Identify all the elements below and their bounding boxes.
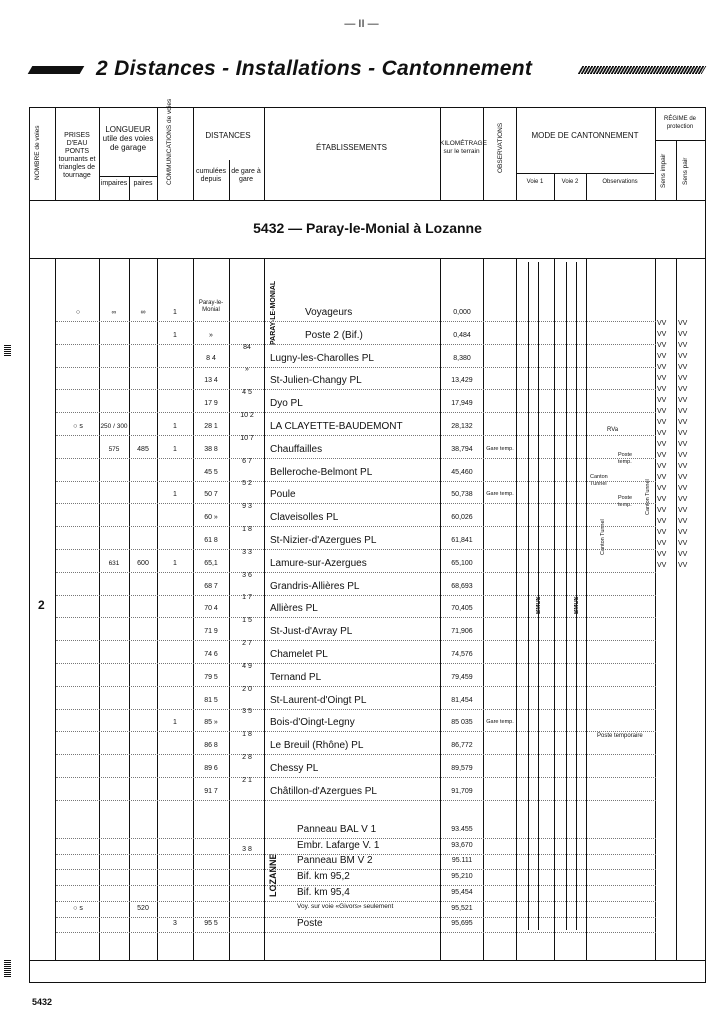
- header-paires: paires: [133, 180, 153, 187]
- regime-sens-pair-vv: VV: [678, 342, 688, 349]
- row-rule: [56, 800, 656, 801]
- table-row-etablissement: Ternand PL: [270, 671, 322, 683]
- table-row-distance-cumulee: 50 7: [204, 491, 218, 499]
- table-row-distance-gare: 5 2: [242, 480, 252, 488]
- regime-sens-pair-vv: VV: [678, 320, 688, 327]
- row-rule: [56, 412, 656, 413]
- table-row-distance-gare: 2 8: [242, 754, 252, 761]
- row-rule: [56, 885, 656, 886]
- table-row-distance-gare: 10 2: [240, 412, 254, 419]
- regime-sens-pair-vv: VV: [678, 364, 688, 371]
- table-row-longueur-impaire: 250 / 300: [100, 423, 128, 430]
- table-row-distance-gare: 1 7: [242, 594, 252, 602]
- regime-sens-impair-vv: VV: [657, 364, 667, 371]
- table-row-distance-gare: 3 8: [242, 846, 252, 854]
- column-divider-header: [676, 140, 677, 200]
- bmus-voie1: BMUS: [536, 596, 542, 614]
- table-row-distance-cumulee: 13 4: [204, 377, 218, 385]
- table-row-distance-gare: 84: [243, 343, 251, 351]
- mode-note-rva: RVa: [607, 427, 619, 433]
- regime-sens-impair-vv: VV: [657, 529, 667, 536]
- row-rule: [56, 458, 656, 459]
- mode-note-poste-temp-1: Poste temp.: [618, 452, 633, 465]
- row-rule: [56, 595, 656, 596]
- origin-label: Paray-le-Monial: [198, 300, 224, 313]
- table-row-etablissement: Lugny-les-Charolles PL: [270, 352, 374, 364]
- mode-note-poste-temporaire: Poste temporaire: [597, 733, 643, 739]
- table-row-kilometrage: 38,794: [451, 445, 473, 453]
- mode-note-canton-tunnel-1: Canton Tunnel: [590, 474, 608, 487]
- table-row-kilometrage: 70,405: [451, 605, 473, 613]
- row-rule: [56, 572, 656, 573]
- column-divider-header: [483, 107, 484, 200]
- table-row-etablissement: Panneau BAL V 1: [297, 824, 377, 835]
- lozanne-brace-label: LOZANNE: [268, 853, 278, 897]
- column-divider-body: [483, 258, 484, 960]
- table-row-prise-eau: ○ s: [73, 423, 83, 430]
- table-row-etablissement: Embr. Lafarge V. 1: [297, 839, 380, 851]
- table-row-communication: 1: [173, 445, 177, 453]
- regime-sens-pair-vv: VV: [678, 518, 688, 525]
- table-row-distance-cumulee: 61 8: [204, 537, 218, 544]
- header-voie2: Voie 2: [561, 179, 579, 185]
- header-bottom-line: [29, 200, 706, 201]
- table-row-kilometrage: 79,459: [451, 673, 473, 681]
- table-row-etablissement: Poste 2 (Bif.): [305, 329, 363, 341]
- regime-sens-impair-vv: VV: [657, 342, 667, 349]
- table-row-longueur-impaire: ∞: [111, 309, 117, 316]
- regime-sens-pair-vv: VV: [678, 551, 688, 558]
- table-row-distance-cumulee: 79 5: [204, 673, 218, 681]
- header-regime: RÉGIME de protection: [663, 116, 696, 130]
- table-row-etablissement: Chauffailles: [270, 443, 323, 455]
- header-nombre-voies: NOMBRE de voies: [34, 125, 41, 180]
- table-row-kilometrage: 74,576: [451, 651, 473, 658]
- table-row-etablissement: Belleroche-Belmont PL: [270, 466, 373, 478]
- table-row-distance-cumulee: 45 5: [204, 468, 218, 476]
- table-row-etablissement: St-Just-d'Avray PL: [270, 626, 353, 638]
- regime-sens-pair-vv: VV: [678, 397, 688, 404]
- row-rule: [56, 932, 656, 933]
- row-rule: [56, 663, 656, 664]
- table-row-longueur-paire: ∞: [140, 309, 146, 316]
- table-row-etablissement: Poste: [297, 918, 323, 930]
- row-rule: [56, 917, 656, 918]
- regime-sens-pair-vv: VV: [678, 419, 688, 426]
- table-row-distance-cumulee: 95 5: [204, 920, 218, 928]
- table-row-distance-cumulee: 68 7: [204, 582, 218, 590]
- table-row-observation: Gare temp.: [486, 491, 514, 498]
- mode-note-poste-temp-2: Poste temp.: [618, 495, 633, 508]
- regime-sens-pair-vv: VV: [678, 474, 688, 481]
- table-row-distance-gare: 9 3: [242, 503, 252, 511]
- table-row-observation: Gare temp.: [486, 445, 514, 452]
- table-row-longueur-paire: 520: [137, 904, 149, 912]
- column-divider-body: [55, 258, 56, 960]
- header-mode-observations: Observations: [602, 179, 638, 185]
- regime-sens-impair-vv: VV: [657, 331, 667, 338]
- table-row-distance-gare: 1 8: [242, 526, 252, 533]
- regime-sens-pair-vv: VV: [678, 353, 688, 360]
- margin-mark-top: [4, 345, 11, 357]
- page-number: — II —: [344, 18, 379, 30]
- header-sens-impair: Sens impair: [660, 153, 667, 189]
- table-row-kilometrage: 65,100: [451, 559, 473, 567]
- table-row-communication: 1: [173, 331, 177, 339]
- row-rule: [56, 367, 656, 368]
- table-row-longueur-paire: 485: [137, 445, 149, 453]
- regime-sens-impair-vv: VV: [657, 562, 667, 569]
- column-divider-body: [586, 258, 587, 960]
- row-rule: [56, 869, 656, 870]
- regime-sens-pair-vv: VV: [678, 562, 688, 569]
- table-row-kilometrage: 60,026: [451, 514, 473, 522]
- table-row-etablissement: Bif. km 95,2: [297, 871, 350, 883]
- table-row-communication: 1: [173, 491, 177, 499]
- table-row-distance-cumulee: 85 »: [204, 719, 218, 727]
- table-row-etablissement: Grandris-Allières PL: [270, 580, 360, 592]
- header-communications: COMMUNICATIONS de voies: [166, 98, 173, 185]
- body-bottom-line: [29, 960, 706, 961]
- table-row-distance-cumulee: 89 6: [204, 765, 218, 772]
- row-rule: [56, 526, 656, 527]
- mode-note-canton-tunnel-2: Canton Tunnel: [600, 519, 606, 556]
- header-de-gare: de gare à gare: [231, 168, 261, 183]
- mode-note-canton-tunnel-3: Canton Tunnel: [645, 479, 651, 516]
- table-row-kilometrage: 50,738: [451, 491, 473, 499]
- row-rule: [56, 686, 656, 687]
- mode-subline: [516, 173, 654, 174]
- regime-sens-impair-vv: VV: [657, 430, 667, 437]
- regime-sens-impair-vv: VV: [657, 452, 667, 459]
- table-row-kilometrage: 61,841: [451, 537, 473, 544]
- voie2-track-right: [576, 262, 577, 930]
- header-kilometrage: KILOMÉTRAGE sur le terrain: [440, 140, 487, 155]
- row-rule: [56, 503, 656, 504]
- table-row-etablissement: Le Breuil (Rhône) PL: [270, 740, 364, 752]
- table-row-kilometrage: 8,380: [453, 354, 471, 362]
- table-row-distance-cumulee: 17 9: [204, 400, 218, 408]
- regime-sens-pair-vv: VV: [678, 408, 688, 415]
- table-row-prise-eau: ○: [75, 309, 81, 316]
- table-row-distance-cumulee: 38 8: [204, 445, 218, 453]
- column-divider-header: [264, 107, 265, 200]
- regime-sens-pair-vv: VV: [678, 452, 688, 459]
- table-row-kilometrage: 95.111: [451, 857, 473, 865]
- column-divider-body: [264, 258, 265, 960]
- table-row-distance-cumulee: 71 9: [204, 628, 218, 636]
- table-row-kilometrage: 93.455: [451, 826, 473, 833]
- table-row-etablissement: LA CLAYETTE-BAUDEMONT: [270, 421, 403, 432]
- table-row-kilometrage: 95,210: [451, 873, 473, 881]
- regime-sens-impair-vv: VV: [657, 353, 667, 360]
- table-row-distance-gare: 1 5: [242, 617, 252, 625]
- table-row-longueur-paire: 600: [137, 559, 149, 567]
- header-mode: MODE DE CANTONNEMENT: [531, 131, 639, 140]
- table-row-communication: 1: [173, 309, 177, 316]
- regime-sens-impair-vv: VV: [657, 474, 667, 481]
- table-row-etablissement: Chamelet PL: [270, 649, 328, 660]
- table-row-etablissement: Lamure-sur-Azergues: [270, 557, 367, 569]
- regime-sens-pair-vv: VV: [678, 463, 688, 470]
- column-divider-body: [99, 258, 100, 960]
- table-row-distance-cumulee: 65,1: [204, 559, 218, 567]
- regime-sens-impair-vv: VV: [657, 507, 667, 514]
- regime-sens-pair-vv: VV: [678, 496, 688, 503]
- table-row-etablissement: Claveisolles PL: [270, 512, 339, 524]
- table-row-distance-gare: 10 7: [240, 434, 254, 442]
- nombre-voies-value: 2: [38, 598, 45, 612]
- table-row-prise-eau: ○ s: [73, 904, 83, 912]
- regime-sens-pair-vv: VV: [678, 485, 688, 492]
- table-row-etablissement: Châtillon-d'Azergues PL: [270, 785, 377, 797]
- footer-line-number: 5432: [32, 997, 53, 1007]
- paray-brace-label: PARAY-LE-MONIAL: [270, 280, 277, 345]
- table-row-distance-cumulee: »: [209, 331, 213, 339]
- regime-sens-impair-vv: VV: [657, 408, 667, 415]
- voie1-track-left: [528, 262, 529, 930]
- table-row-kilometrage: 86,772: [451, 742, 473, 750]
- table-row-distance-cumulee: 60 »: [204, 514, 218, 522]
- row-rule: [56, 640, 656, 641]
- title-bar-left: [28, 66, 85, 74]
- table-row-communication: 1: [173, 559, 177, 567]
- header-voie1: Voie 1: [526, 179, 544, 185]
- table-row-kilometrage: 93,670: [451, 841, 473, 849]
- table-row-etablissement: Voyageurs: [305, 307, 353, 318]
- regime-sens-impair-vv: VV: [657, 485, 667, 492]
- table-row-etablissement: Voy. sur voie «Givors» seulement: [297, 902, 394, 910]
- row-rule: [56, 617, 656, 618]
- column-divider-body: [157, 258, 158, 960]
- longueur-subline: [99, 176, 157, 177]
- table-row-longueur-impaire: 631: [108, 559, 120, 567]
- table-row-distance-gare: 3 3: [242, 548, 252, 556]
- table-row-distance-gare: 6 7: [242, 457, 252, 465]
- header-distances: DISTANCES: [205, 131, 251, 140]
- regime-sens-impair-vv: VV: [657, 463, 667, 470]
- margin-mark-bottom: [4, 960, 11, 978]
- table-row-kilometrage: 13,429: [451, 377, 473, 385]
- regime-sens-impair-vv: VV: [657, 441, 667, 448]
- column-divider-header: [157, 107, 158, 200]
- row-rule: [56, 435, 656, 436]
- table-row-distance-cumulee: 81 5: [204, 696, 218, 704]
- table-row-distance-gare: 2 0: [242, 685, 252, 693]
- table-row-communication: 1: [173, 423, 177, 430]
- table-row-etablissement: St-Laurent-d'Oingt PL: [270, 694, 367, 706]
- table-row-distance-cumulee: 74 6: [204, 651, 218, 658]
- table-row-kilometrage: 71,906: [451, 628, 473, 636]
- regime-sens-impair-vv: VV: [657, 496, 667, 503]
- header-prises-eau: PRISES D'EAU PONTS tournants et triangles de tournage: [58, 132, 96, 179]
- regime-sens-impair-vv: VV: [657, 518, 667, 525]
- column-divider-header: [516, 107, 517, 200]
- table-row-longueur-impaire: 575: [108, 445, 120, 453]
- table-row-distance-gare: 4 5: [242, 389, 252, 397]
- regime-sens-impair-vv: VV: [657, 375, 667, 382]
- table-row-kilometrage: 45,460: [451, 468, 473, 476]
- page-title: [20, 55, 710, 83]
- regime-sens-pair-vv: VV: [678, 331, 688, 338]
- voie1-track-right: [538, 262, 539, 930]
- regime-sens-impair-vv: VV: [657, 320, 667, 327]
- regime-sens-pair-vv: VV: [678, 507, 688, 514]
- table-row-distance-gare: 3 6: [242, 571, 252, 579]
- table-row-distance-cumulee: 91 7: [204, 787, 218, 795]
- table-row-distance-cumulee: 70 4: [204, 605, 218, 613]
- table-row-kilometrage: 68,693: [451, 582, 473, 590]
- table-row-etablissement: Bif. km 95,4: [297, 886, 350, 898]
- table-row-distance-cumulee: 28 1: [204, 423, 218, 430]
- regime-sens-pair-vv: VV: [678, 430, 688, 437]
- row-rule: [56, 549, 656, 550]
- row-rule: [56, 754, 656, 755]
- regime-sens-impair-vv: VV: [657, 397, 667, 404]
- regime-subline: [655, 140, 706, 141]
- table-row-etablissement: Chessy PL: [270, 763, 319, 774]
- column-divider-header: [193, 107, 194, 200]
- header-observations: OBSERVATIONS: [497, 122, 504, 173]
- table-row-kilometrage: 0,484: [453, 331, 471, 339]
- table-row-kilometrage: 85 035: [451, 719, 473, 727]
- table-row-distance-gare: 2 7: [242, 640, 252, 647]
- column-divider-body: [129, 258, 130, 960]
- table-row-observation: Gare temp.: [486, 719, 514, 726]
- regime-sens-impair-vv: VV: [657, 551, 667, 558]
- table-row-etablissement: Bois-d'Oingt-Legny: [270, 717, 355, 729]
- row-rule: [56, 709, 656, 710]
- table-row-kilometrage: 95,521: [451, 904, 473, 912]
- regime-sens-pair-vv: VV: [678, 529, 688, 536]
- table-row-distance-cumulee: 86 8: [204, 742, 218, 750]
- row-rule: [56, 777, 656, 778]
- row-rule: [56, 344, 656, 345]
- table-row-etablissement: Poule: [270, 489, 296, 501]
- table-row-distance-gare: 4 9: [242, 662, 252, 670]
- table-row-kilometrage: 0,000: [453, 309, 471, 316]
- section-bottom-line: [29, 258, 706, 259]
- table-row-distance-gare: 1 8: [242, 731, 252, 739]
- voie2-track-left: [566, 262, 567, 930]
- header-impaires: impaires: [100, 180, 128, 187]
- table-row-distance-gare: 3 5: [242, 708, 252, 716]
- regime-sens-impair-vv: VV: [657, 386, 667, 393]
- column-divider-body: [516, 258, 517, 960]
- table-row-kilometrage: 17,949: [451, 400, 473, 408]
- column-divider-body: [229, 258, 230, 960]
- table-row-kilometrage: 81,454: [451, 696, 473, 704]
- table-row-kilometrage: 95,454: [451, 888, 473, 896]
- table-row-etablissement: Allières PL: [270, 603, 318, 615]
- table-row-communication: 1: [173, 719, 177, 727]
- regime-sens-pair-vv: VV: [678, 441, 688, 448]
- regime-sens-pair-vv: VV: [678, 375, 688, 382]
- table-row-etablissement: Panneau BM V 2: [297, 855, 373, 867]
- header-etablissements: ÉTABLISSEMENTS: [316, 143, 387, 152]
- section-title: 5432 — Paray-le-Monial à Lozanne: [253, 220, 482, 236]
- header-cumulees: cumulées depuis: [196, 168, 226, 183]
- table-row-distance-cumulee: 8 4: [206, 354, 216, 362]
- column-divider-body: [676, 258, 677, 960]
- regime-sens-pair-vv: VV: [678, 540, 688, 547]
- header-sens-pair: Sens pair: [682, 157, 689, 185]
- column-divider-body: [440, 258, 441, 960]
- column-divider-body: [655, 258, 656, 960]
- table-row-communication: 3: [173, 920, 177, 928]
- row-rule: [56, 321, 656, 322]
- table-row-distance-gare: »: [245, 366, 249, 374]
- regime-sens-impair-vv: VV: [657, 540, 667, 547]
- table-row-distance-gare: 2 1: [242, 776, 252, 784]
- table-row-etablissement: St-Nizier-d'Azergues PL: [270, 535, 377, 546]
- row-rule: [56, 481, 656, 482]
- regime-sens-impair-vv: VV: [657, 419, 667, 426]
- row-rule: [56, 389, 656, 390]
- table-row-kilometrage: 28,132: [451, 423, 473, 430]
- title-text: 2 Distances - Installations - Cantonnement: [96, 57, 533, 80]
- table-row-kilometrage: 91,709: [451, 787, 473, 795]
- table-row-kilometrage: 95,695: [451, 920, 473, 928]
- column-divider-body: [554, 258, 555, 960]
- bmus-voie2: BMUS: [574, 596, 580, 614]
- header-longueur: LONGUEUR utile des voies de garage: [102, 125, 154, 152]
- table-row-kilometrage: 89,579: [451, 765, 473, 772]
- column-divider-body: [193, 258, 194, 960]
- regime-sens-pair-vv: VV: [678, 386, 688, 393]
- table-row-etablissement: St-Julien-Changy PL: [270, 375, 362, 387]
- row-rule: [56, 731, 656, 732]
- table-row-etablissement: Dyo PL: [270, 398, 303, 410]
- title-bar-right: [578, 66, 707, 74]
